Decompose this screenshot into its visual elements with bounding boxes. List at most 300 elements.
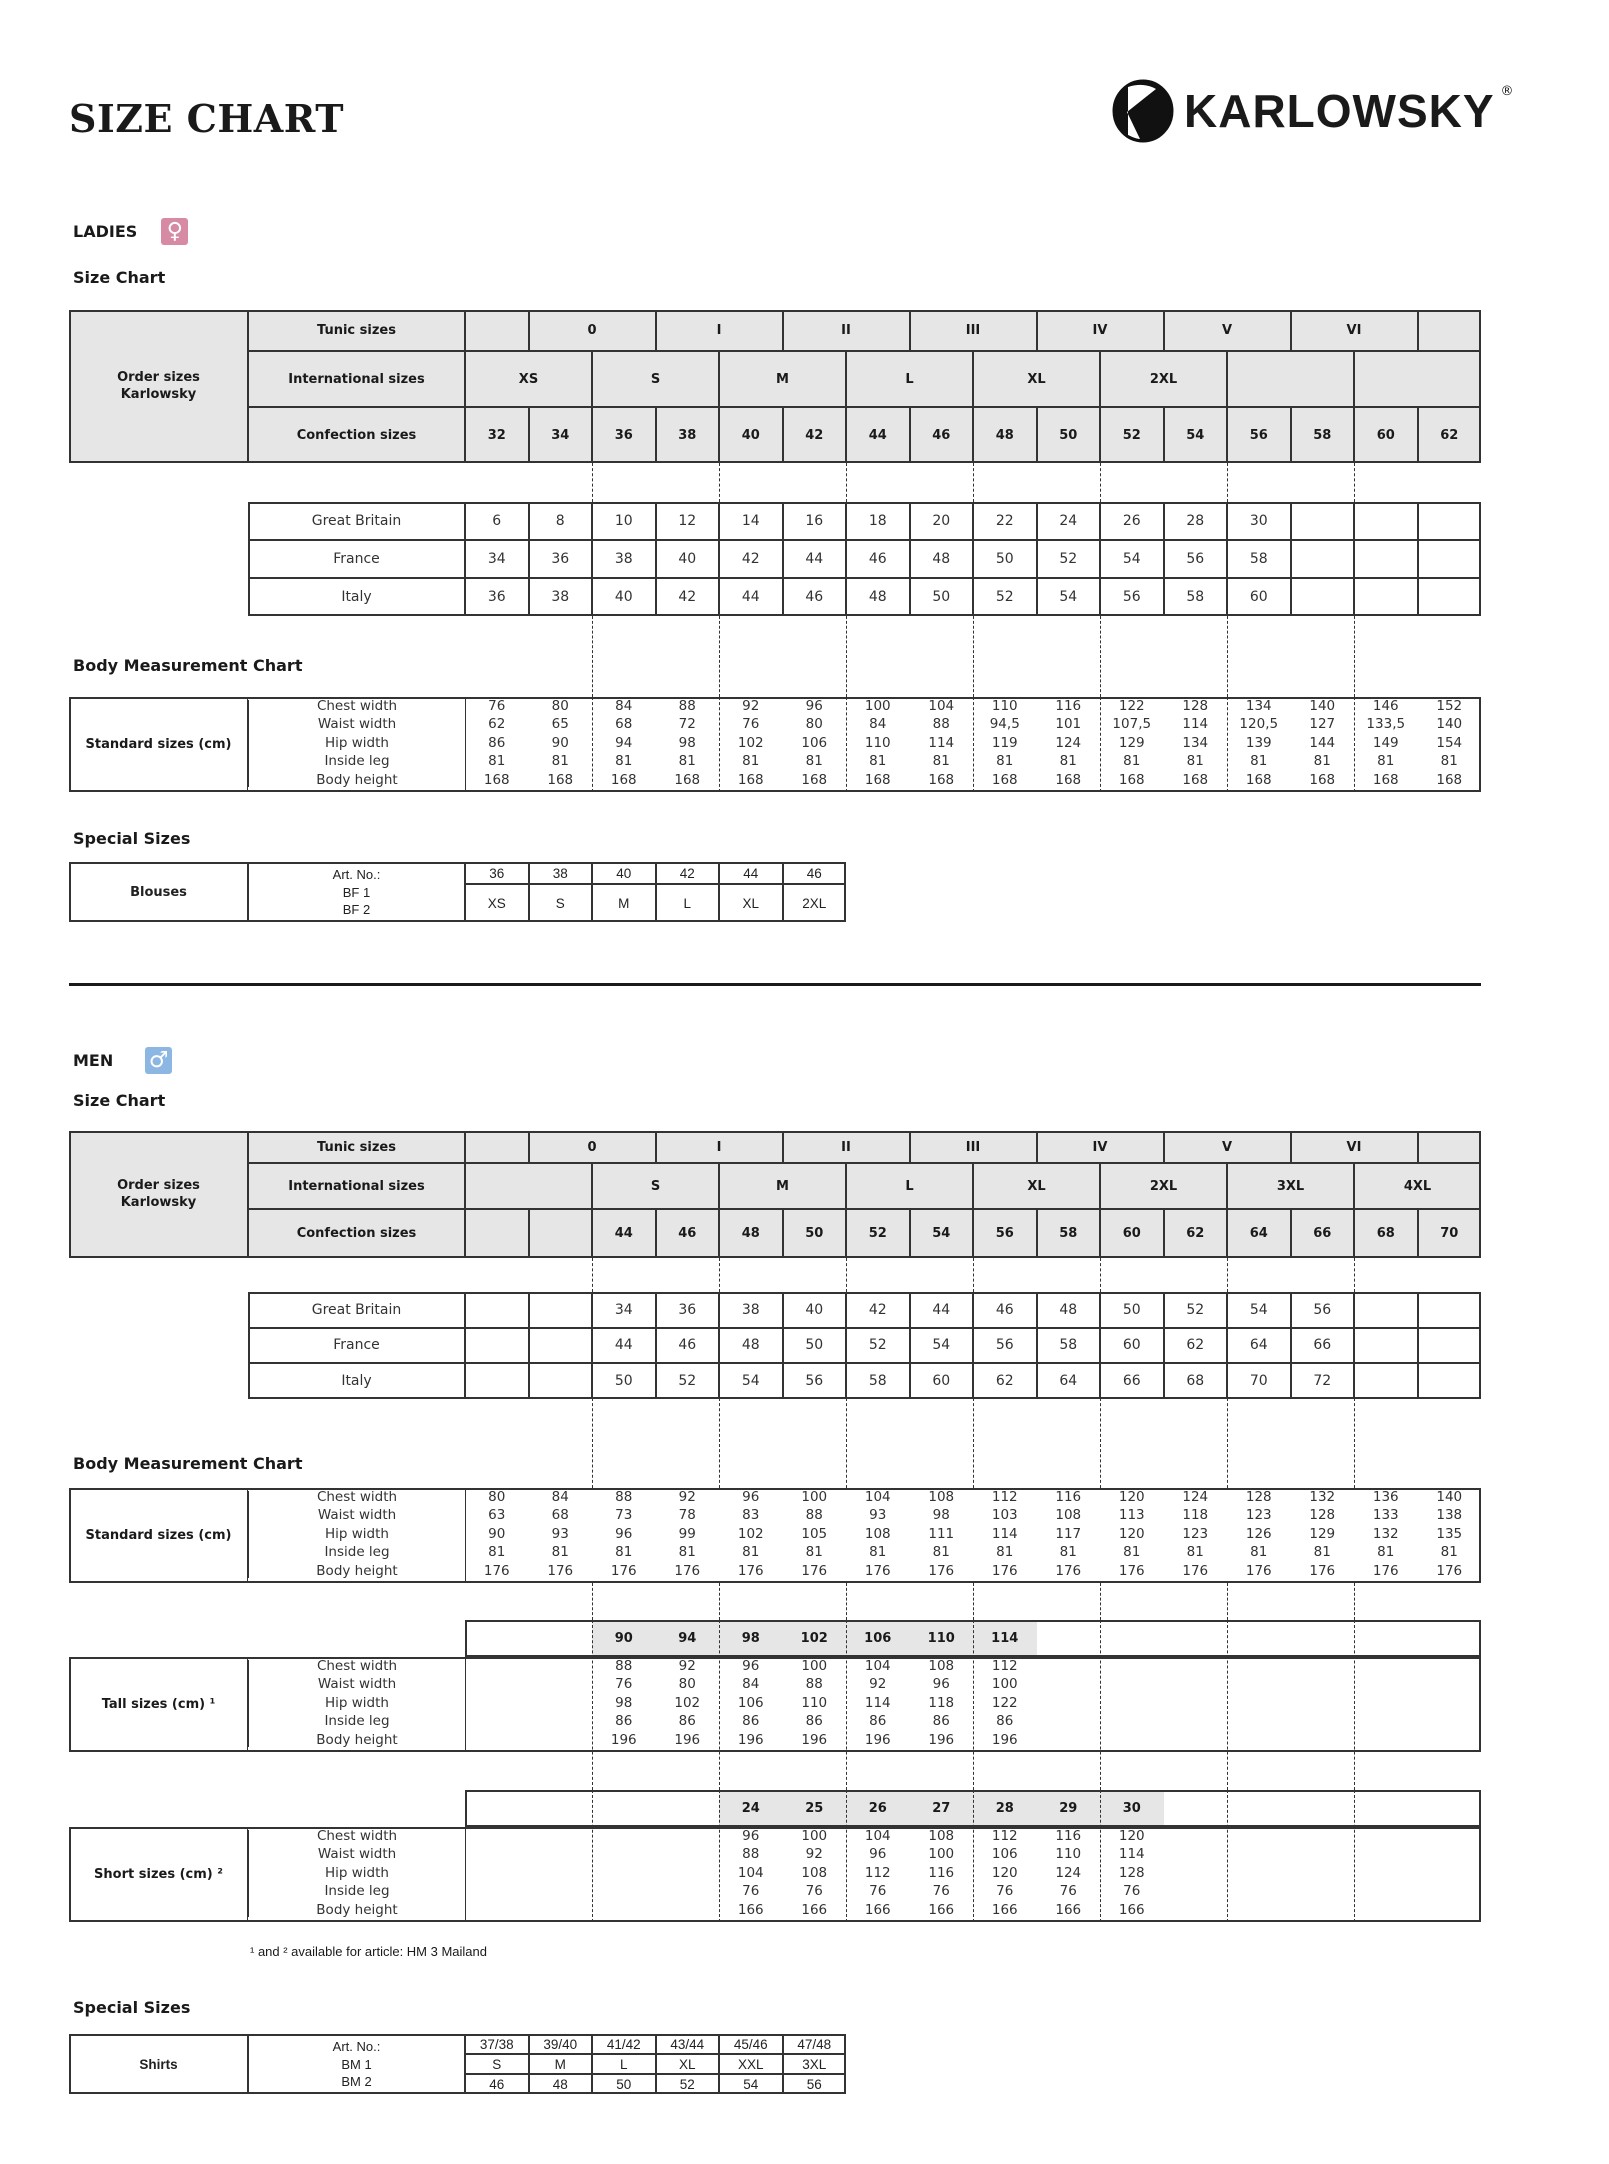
confection-size-cell: 40 <box>719 407 783 463</box>
country-size-cell: 34 <box>592 1292 656 1328</box>
measure-value: 166 <box>801 1901 828 1918</box>
special-table-frame <box>69 2034 846 2094</box>
country-size-cell: 68 <box>1164 1363 1228 1399</box>
measure-value: 196 <box>737 1731 764 1748</box>
measure-value: 196 <box>674 1731 701 1748</box>
measure-value: 90 <box>551 734 569 751</box>
country-size-cell: 66 <box>1100 1363 1164 1399</box>
size-strip-cell: 102 <box>800 1631 828 1646</box>
measure-value: 114 <box>1118 1846 1145 1863</box>
measure-value: 100 <box>801 1828 828 1844</box>
size-strip-cell: 110 <box>927 1631 955 1646</box>
special-top-cell: 36 <box>465 862 529 884</box>
art-number-line: BF 1 <box>342 884 371 900</box>
dashed-guide-line <box>846 616 847 697</box>
measure-value: 114 <box>1182 716 1209 733</box>
ladies-section-header <box>73 218 188 245</box>
measure-value: 102 <box>674 1694 701 1711</box>
dashed-guide-line <box>1227 1790 1228 1922</box>
measure-value: 168 <box>801 771 828 788</box>
measure-value: 81 <box>1440 753 1458 770</box>
measure-value: 98 <box>615 1694 633 1711</box>
measure-value: 176 <box>1055 1562 1082 1579</box>
female-symbol-icon: ♀ <box>161 218 188 245</box>
dashed-guide-line <box>973 1398 974 1488</box>
measure-value: 102 <box>737 734 764 751</box>
measure-value: 112 <box>991 1828 1018 1844</box>
dashed-guide-line <box>846 1258 847 1292</box>
measure-value: 81 <box>1313 753 1331 770</box>
measure-table-frame <box>69 697 1481 792</box>
country-size-cell: 46 <box>846 540 910 578</box>
measure-value: 122 <box>1118 698 1145 714</box>
measure-value: 62 <box>488 716 506 733</box>
special-bottom-cell: 2XL <box>783 884 847 922</box>
special-size-cell: L <box>592 2054 656 2074</box>
measure-value: 81 <box>1377 1544 1395 1561</box>
dashed-guide-line <box>846 1398 847 1488</box>
special-size-cell: 39/40 <box>529 2034 593 2054</box>
measure-value: 96 <box>742 1828 760 1844</box>
measure-value: 152 <box>1436 698 1463 714</box>
country-size-cell: 54 <box>1100 540 1164 578</box>
country-size-cell: 36 <box>656 1292 720 1328</box>
order-sizes-label: Order sizes Karlowsky <box>69 1131 248 1258</box>
country-size-cell: 60 <box>910 1363 974 1399</box>
confection-size-cell: 50 <box>1037 407 1101 463</box>
page-title: SIZE CHART <box>69 96 344 141</box>
measure-value: 146 <box>1372 698 1399 714</box>
men-special-title: Special Sizes <box>73 1998 191 2017</box>
measure-value: 99 <box>678 1525 696 1542</box>
measure-value: 81 <box>805 1544 823 1561</box>
measure-label: Hip width <box>325 1864 389 1881</box>
dashed-guide-line <box>1354 1620 1355 1790</box>
special-top-cell: 38 <box>529 862 593 884</box>
measure-value: 76 <box>742 716 760 733</box>
country-size-cell: 54 <box>1037 578 1101 616</box>
measure-label: Inside leg <box>324 753 390 770</box>
measure-value: 81 <box>1250 1544 1268 1561</box>
dashed-guide-line <box>1354 697 1355 792</box>
country-size-cell: 30 <box>1227 502 1291 540</box>
measure-value: 168 <box>864 771 891 788</box>
international-size-cell: L <box>846 1163 973 1209</box>
confection-size-cell: 46 <box>910 407 974 463</box>
dashed-guide-line <box>846 697 847 792</box>
measure-value: 81 <box>742 753 760 770</box>
measure-value: 168 <box>1245 771 1272 788</box>
measure-value: 108 <box>1055 1507 1082 1524</box>
measure-value: 140 <box>1436 716 1463 733</box>
measure-value: 96 <box>742 1658 760 1674</box>
country-size-cell: 54 <box>910 1328 974 1364</box>
country-size-cell: 54 <box>1227 1292 1291 1328</box>
measure-value: 116 <box>1055 698 1082 714</box>
country-size-cell: 48 <box>719 1328 783 1364</box>
international-size-cell: L <box>846 351 973 407</box>
dashed-guide-line <box>592 1258 593 1292</box>
country-size-cell: 64 <box>1227 1328 1291 1364</box>
size-chart-frame <box>69 310 1481 463</box>
country-size-cell: 46 <box>656 1328 720 1364</box>
special-size-cell: XXL <box>719 2054 783 2074</box>
size-strip-cell: 106 <box>864 1631 892 1646</box>
measure-value: 132 <box>1309 1489 1336 1505</box>
measure-value: 166 <box>991 1901 1018 1918</box>
measure-value: 100 <box>801 1658 828 1674</box>
measure-table-frame <box>69 1488 1481 1583</box>
measure-group-label: Tall sizes (cm) ¹ <box>69 1657 248 1752</box>
measure-value: 88 <box>678 698 696 714</box>
size-strip-cell: 28 <box>995 1801 1014 1816</box>
country-size-cell: 44 <box>592 1328 656 1364</box>
country-size-cell: 54 <box>719 1363 783 1399</box>
measure-value: 166 <box>864 1901 891 1918</box>
tunic-size-cell: V <box>1164 310 1291 351</box>
measure-value: 166 <box>1055 1901 1082 1918</box>
dashed-guide-line <box>846 1790 847 1922</box>
measure-value: 114 <box>864 1694 891 1711</box>
tunic-sizes-label: Tunic sizes <box>248 310 465 351</box>
special-table-frame <box>69 862 846 922</box>
tunic-size-cell: IV <box>1037 310 1164 351</box>
measure-value: 80 <box>678 1676 696 1693</box>
measure-value: 84 <box>615 698 633 714</box>
country-size-cell: 64 <box>1037 1363 1101 1399</box>
measure-value: 108 <box>928 1658 955 1674</box>
tunic-size-cell: II <box>783 310 910 351</box>
measure-value: 117 <box>1055 1525 1082 1542</box>
country-size-cell: 40 <box>656 540 720 578</box>
measure-value: 93 <box>551 1525 569 1542</box>
measure-value: 86 <box>742 1713 760 1730</box>
dashed-guide-line <box>1100 1258 1101 1292</box>
confection-size-cell: 70 <box>1418 1209 1482 1258</box>
country-size-cell: 24 <box>1037 502 1101 540</box>
dashed-guide-line <box>1227 616 1228 697</box>
country-size-cell: 44 <box>719 578 783 616</box>
confection-size-cell: 46 <box>656 1209 720 1258</box>
brand-name: KARLOWSKY <box>1184 85 1495 137</box>
men-size-chart-title: Size Chart <box>73 1091 166 1110</box>
measure-value: 120 <box>1118 1489 1145 1505</box>
dashed-guide-line <box>719 1398 720 1488</box>
country-table-frame <box>248 1292 1481 1399</box>
country-label: France <box>248 540 465 578</box>
measure-value: 81 <box>615 753 633 770</box>
measure-value: 76 <box>742 1883 760 1900</box>
confection-size-cell: 52 <box>1100 407 1164 463</box>
measure-value: 176 <box>1436 1562 1463 1579</box>
measure-value: 168 <box>674 771 701 788</box>
measure-value: 104 <box>864 1828 891 1844</box>
measure-value: 176 <box>547 1562 574 1579</box>
special-top-cell: 46 <box>783 862 847 884</box>
confection-size-cell: 44 <box>592 1209 656 1258</box>
measure-value: 196 <box>991 1731 1018 1748</box>
confection-size-cell: 56 <box>1227 407 1291 463</box>
tunic-size-cell: VI <box>1291 310 1418 351</box>
dashed-guide-line <box>1227 1398 1228 1488</box>
measure-value: 81 <box>1123 1544 1141 1561</box>
country-size-cell: 56 <box>1291 1292 1355 1328</box>
tunic-size-cell: V <box>1164 1131 1291 1163</box>
measure-value: 65 <box>551 716 569 733</box>
measure-value: 149 <box>1372 734 1399 751</box>
men-section-header <box>73 1047 172 1074</box>
measure-value: 112 <box>991 1489 1018 1505</box>
country-size-cell: 12 <box>656 502 720 540</box>
measure-group-label: Short sizes (cm) ² <box>69 1827 248 1922</box>
measure-value: 72 <box>678 716 696 733</box>
measure-value: 80 <box>551 698 569 714</box>
measure-value: 103 <box>991 1507 1018 1524</box>
measure-value: 136 <box>1372 1489 1399 1505</box>
art-number-line: BM 1 <box>341 2056 372 2072</box>
measure-value: 154 <box>1436 734 1463 751</box>
measure-value: 140 <box>1309 698 1336 714</box>
confection-size-cell: 54 <box>910 1209 974 1258</box>
dashed-guide-line <box>1227 697 1228 792</box>
measure-value: 92 <box>742 698 760 714</box>
measure-value: 139 <box>1245 734 1272 751</box>
measure-value: 81 <box>488 1544 506 1561</box>
measure-label: Inside leg <box>324 1713 390 1730</box>
measure-value: 100 <box>991 1676 1018 1693</box>
dashed-guide-line <box>973 1583 974 1620</box>
measure-label: Chest width <box>316 1828 398 1844</box>
measure-value: 168 <box>737 771 764 788</box>
measure-value: 176 <box>1372 1562 1399 1579</box>
measure-value: 90 <box>488 1525 506 1542</box>
country-label: France <box>248 1328 465 1364</box>
tunic-sizes-label: Tunic sizes <box>248 1131 465 1163</box>
dashed-guide-line <box>1227 463 1228 502</box>
measure-value: 81 <box>932 753 950 770</box>
measure-value: 176 <box>991 1562 1018 1579</box>
measure-value: 112 <box>991 1658 1018 1674</box>
country-size-cell: 50 <box>1100 1292 1164 1328</box>
country-size-cell: 38 <box>529 578 593 616</box>
measure-value: 106 <box>991 1846 1018 1863</box>
measure-value: 94 <box>615 734 633 751</box>
measure-value: 105 <box>801 1525 828 1542</box>
brand-logo <box>1112 78 1514 144</box>
country-size-cell: 44 <box>783 540 847 578</box>
special-size-cell: 41/42 <box>592 2034 656 2054</box>
country-size-cell: 16 <box>783 502 847 540</box>
dashed-guide-line <box>1100 1790 1101 1922</box>
measure-value: 81 <box>1313 1544 1331 1561</box>
measure-value: 81 <box>1059 753 1077 770</box>
confection-sizes-label: Confection sizes <box>248 1209 465 1258</box>
country-size-cell: 60 <box>1227 578 1291 616</box>
measure-value: 84 <box>742 1676 760 1693</box>
measure-value: 104 <box>864 1489 891 1505</box>
dashed-guide-line <box>719 1620 720 1790</box>
measure-value: 108 <box>928 1828 955 1844</box>
measure-value: 102 <box>737 1525 764 1542</box>
measure-value: 126 <box>1245 1525 1272 1542</box>
measure-value: 120 <box>991 1864 1018 1881</box>
measure-label: Chest width <box>316 1489 398 1505</box>
measure-value: 100 <box>928 1846 955 1863</box>
confection-size-cell: 62 <box>1418 407 1482 463</box>
confection-size-cell: 68 <box>1354 1209 1418 1258</box>
measure-value: 86 <box>615 1713 633 1730</box>
tunic-size-cell: 0 <box>529 310 656 351</box>
measure-value: 68 <box>551 1507 569 1524</box>
measure-value: 168 <box>483 771 510 788</box>
measure-label: Inside leg <box>324 1883 390 1900</box>
country-size-cell: 46 <box>973 1292 1037 1328</box>
measure-value: 81 <box>869 753 887 770</box>
measure-value: 88 <box>615 1489 633 1505</box>
measure-value: 80 <box>805 716 823 733</box>
country-size-cell: 40 <box>783 1292 847 1328</box>
size-chart-frame <box>69 1131 1481 1258</box>
country-size-cell: 18 <box>846 502 910 540</box>
measure-value: 88 <box>742 1846 760 1863</box>
confection-sizes-label: Confection sizes <box>248 407 465 463</box>
measure-value: 76 <box>869 1883 887 1900</box>
measure-value: 113 <box>1118 1507 1145 1524</box>
confection-size-cell: 52 <box>846 1209 910 1258</box>
ladies-size-chart-title: Size Chart <box>73 268 166 287</box>
measure-value: 168 <box>610 771 637 788</box>
measure-label: Hip width <box>325 1525 389 1542</box>
measure-label: Chest width <box>316 1658 398 1674</box>
measure-value: 176 <box>737 1562 764 1579</box>
measure-value: 81 <box>742 1544 760 1561</box>
measure-value: 88 <box>805 1676 823 1693</box>
country-size-cell: 72 <box>1291 1363 1355 1399</box>
country-size-cell: 50 <box>910 578 974 616</box>
measure-value: 176 <box>1118 1562 1145 1579</box>
measure-value: 76 <box>805 1883 823 1900</box>
measure-value: 96 <box>742 1489 760 1505</box>
measure-value: 86 <box>805 1713 823 1730</box>
country-size-cell: 34 <box>465 540 529 578</box>
size-strip-cell: 27 <box>932 1801 951 1816</box>
men-label: MEN <box>73 1051 114 1070</box>
size-strip-cell: 30 <box>1122 1801 1141 1816</box>
international-size-cell: XL <box>973 351 1100 407</box>
dashed-guide-line <box>1100 1398 1101 1488</box>
country-size-cell: 62 <box>973 1363 1037 1399</box>
dashed-guide-line <box>1354 1398 1355 1488</box>
country-label: Italy <box>248 578 465 616</box>
measure-label: Inside leg <box>324 1544 390 1561</box>
measure-value: 176 <box>1309 1562 1336 1579</box>
size-strip-cell: 29 <box>1059 1801 1078 1816</box>
measure-value: 168 <box>1372 771 1399 788</box>
measure-value: 134 <box>1182 734 1209 751</box>
measure-value: 116 <box>1055 1828 1082 1844</box>
country-size-cell: 36 <box>465 578 529 616</box>
measure-value: 86 <box>869 1713 887 1730</box>
ladies-special-title: Special Sizes <box>73 829 191 848</box>
measure-value: 100 <box>864 698 891 714</box>
size-strip-cell: 26 <box>868 1801 887 1816</box>
art-number-line: BF 2 <box>342 902 371 918</box>
measure-label: Waist width <box>317 1676 397 1693</box>
international-size-cell: M <box>719 1163 846 1209</box>
dashed-guide-line <box>973 1620 974 1790</box>
measure-value: 110 <box>1055 1846 1082 1863</box>
measure-value: 94,5 <box>989 716 1020 733</box>
tunic-size-cell: 0 <box>529 1131 656 1163</box>
measure-value: 168 <box>928 771 955 788</box>
country-size-cell: 10 <box>592 502 656 540</box>
measure-label: Body height <box>316 1731 398 1748</box>
international-size-cell: M <box>719 351 846 407</box>
dashed-guide-line <box>973 1258 974 1292</box>
dashed-guide-line <box>1100 1620 1101 1790</box>
dashed-guide-line <box>1354 616 1355 697</box>
country-size-cell: 60 <box>1100 1328 1164 1364</box>
measure-value: 166 <box>928 1901 955 1918</box>
measure-value: 176 <box>1182 1562 1209 1579</box>
measure-value: 132 <box>1372 1525 1399 1542</box>
measure-value: 68 <box>615 716 633 733</box>
special-size-cell: 45/46 <box>719 2034 783 2054</box>
ladies-body-chart-title: Body Measurement Chart <box>73 656 303 675</box>
country-size-cell: 52 <box>973 578 1037 616</box>
country-size-cell: 42 <box>656 578 720 616</box>
measure-value: 76 <box>488 698 506 714</box>
measure-label: Hip width <box>325 734 389 751</box>
country-size-cell: 58 <box>1037 1328 1101 1364</box>
measure-value: 101 <box>1055 716 1082 733</box>
karlowsky-k-logo-icon <box>1112 79 1174 143</box>
measure-value: 138 <box>1436 1507 1463 1524</box>
measure-value: 166 <box>1118 1901 1145 1918</box>
tunic-size-cell: III <box>910 310 1037 351</box>
measure-value: 118 <box>1182 1507 1209 1524</box>
confection-size-cell: 42 <box>783 407 847 463</box>
country-size-cell: 52 <box>1037 540 1101 578</box>
measure-value: 88 <box>805 1507 823 1524</box>
measure-value: 196 <box>801 1731 828 1748</box>
measure-value: 81 <box>805 753 823 770</box>
measure-value: 104 <box>864 1658 891 1674</box>
country-size-cell: 8 <box>529 502 593 540</box>
measure-value: 133 <box>1372 1507 1399 1524</box>
measure-value: 96 <box>615 1525 633 1542</box>
size-strip-cell: 24 <box>741 1801 760 1816</box>
country-size-cell: 56 <box>1100 578 1164 616</box>
special-top-cell: 44 <box>719 862 783 884</box>
measure-value: 81 <box>551 753 569 770</box>
measure-label: Chest width <box>316 698 398 714</box>
measure-value: 98 <box>678 734 696 751</box>
country-size-cell: 56 <box>973 1328 1037 1364</box>
dashed-guide-line <box>592 1583 593 1620</box>
country-size-cell: 42 <box>719 540 783 578</box>
measure-value: 176 <box>483 1562 510 1579</box>
measure-value: 128 <box>1309 1507 1336 1524</box>
tunic-size-cell: VI <box>1291 1131 1418 1163</box>
special-group-label: Shirts <box>69 2034 248 2094</box>
confection-size-cell: 60 <box>1100 1209 1164 1258</box>
special-size-cell: M <box>529 2054 593 2074</box>
measure-value: 110 <box>991 698 1018 714</box>
international-size-cell: 4XL <box>1354 1163 1481 1209</box>
measure-value: 128 <box>1118 1864 1145 1881</box>
measure-label: Hip width <box>325 1694 389 1711</box>
